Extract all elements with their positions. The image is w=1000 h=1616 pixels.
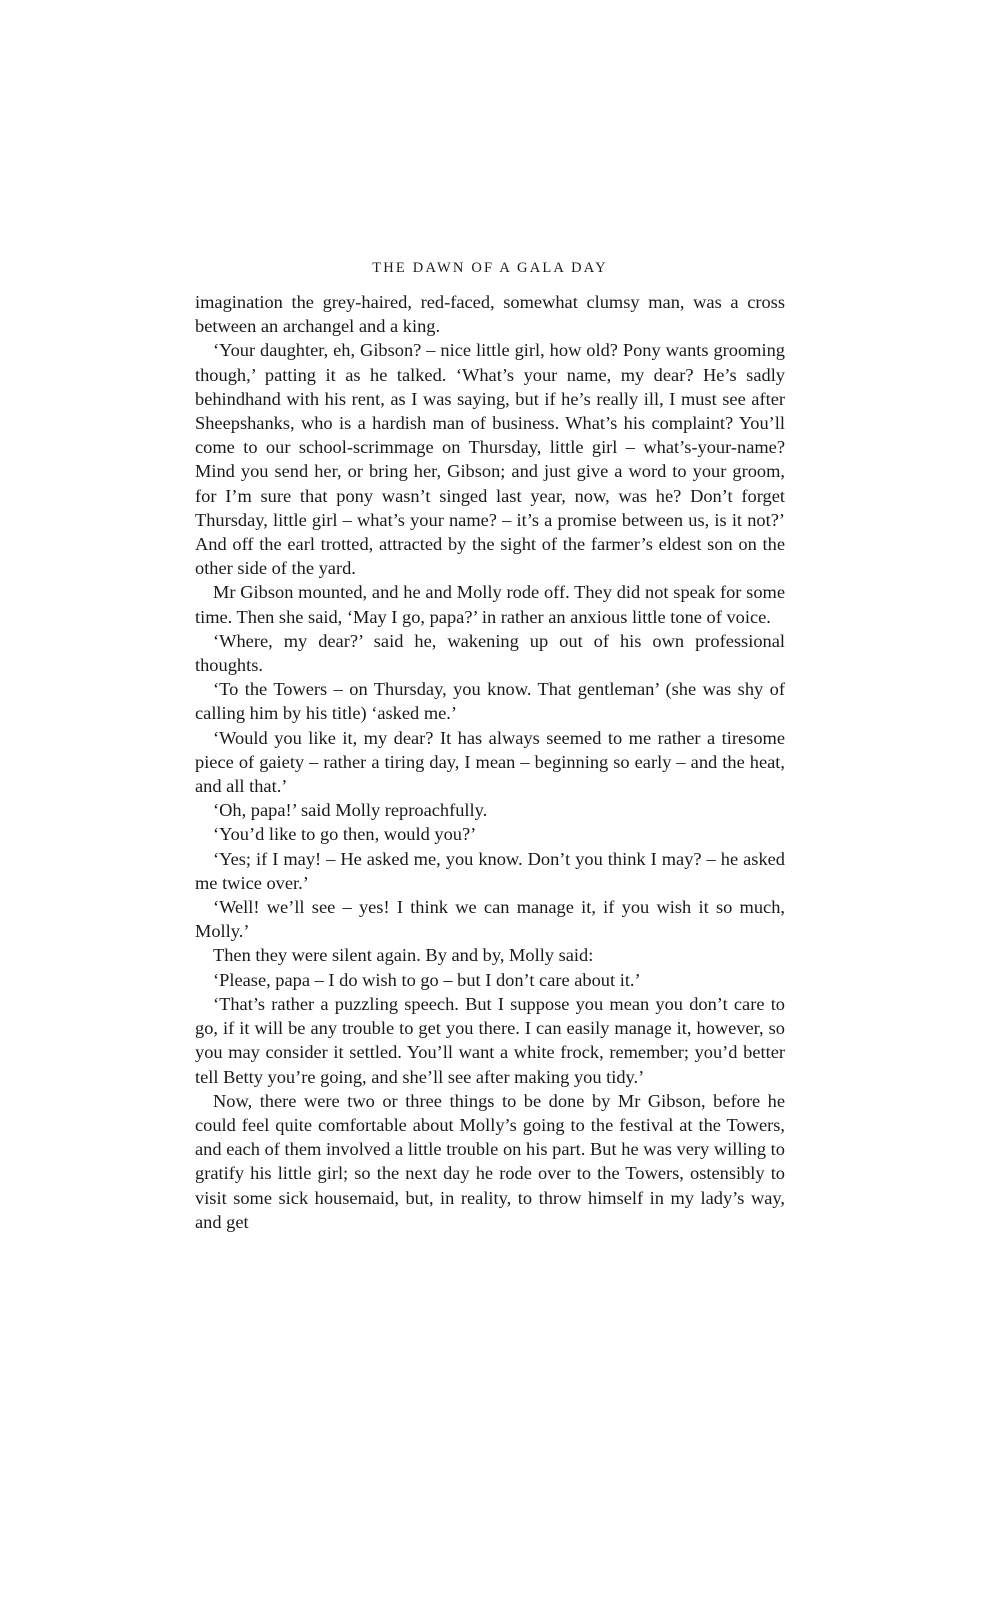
paragraph-continued: imagination the grey-haired, red-faced, somewhat clumsy man, was a cross between an archangel and a king. <box>195 292 785 337</box>
paragraph: ‘Oh, papa!’ said Molly reproachfully. <box>213 800 488 821</box>
paragraph: ‘Would you like it, my dear? It has always seemed to me rather a tiresome piece of gaiety – rather a tiring day, I mean – beginning so early – and the heat, and all that.’ <box>195 727 785 797</box>
paragraph: ‘Your daughter, eh, Gibson? – nice little girl, how old? Pony wants grooming though,’ patting it as he talked. ‘What’s your name, my dear? He’s sadly behindhand with his rent, as I was saying, but if he’s really ill, I must see after Sheepshanks, who is a hardish man of business. What’s his complaint? You’ll come to our school-scrimmage on Thursday, little girl – what’s-your-name? Mind you send her, or bring her, Gibson; and just give a word to your groom, for I’m sure that pony wasn’t singed last year, now, was he? Don’t forget Thursday, little girl – what’s your name? – it’s a promise between us, is it not?’ And off the earl trotted, attracted by the sight of the farmer’s eldest son on the other side of the yard. <box>195 340 785 579</box>
paragraph: Then they were silent again. By and by, Molly said: <box>213 945 594 966</box>
paragraph: ‘Yes; if I may! – He asked me, you know. Don’t you think I may? – he asked me twice over.’ <box>195 848 785 893</box>
paragraph: ‘You’d like to go then, would you?’ <box>213 824 477 845</box>
paragraph: ‘Where, my dear?’ said he, wakening up out of his own professional thoughts. <box>195 630 785 676</box>
paragraph: ‘That’s rather a puzzling speech. But I suppose you mean you don’t care to go, if it will be any trouble to get you there. I can easily manage it, however, so you may consider it settled. You’ll want a white frock, remember; you’d better tell Betty you’re going, and she’ll see after making you tidy.’ <box>195 993 785 1087</box>
paragraph: ‘Please, papa – I do wish to go – but I don’t care about it.’ <box>213 969 641 990</box>
body-text <box>195 290 785 1234</box>
paragraph: Now, there were two or three things to be done by Mr Gibson, before he could feel quite comfortable about Molly’s going to the festival at the Towers, and each of them involved a little trouble on his part. But he was very willing to gratify his little girl; so the next day he rode over to the Towers, ostensibly to visit some sick housemaid, but, in reality, to throw himself in my lady’s way, and get <box>195 1090 785 1232</box>
paragraph: ‘Well! we’ll see – yes! I think we can manage it, if you wish it so much, Molly.’ <box>195 897 785 942</box>
paragraph: Mr Gibson mounted, and he and Molly rode off. They did not speak for some time. Then she said, ‘May I go, papa?’ in rather an anxious little tone of voice. <box>195 582 785 627</box>
running-head: THE DAWN OF A GALA DAY <box>372 260 608 276</box>
paragraph: ‘To the Towers – on Thursday, you know. That gentleman’ (she was shy of calling him by his title) ‘asked me.’ <box>195 679 785 724</box>
